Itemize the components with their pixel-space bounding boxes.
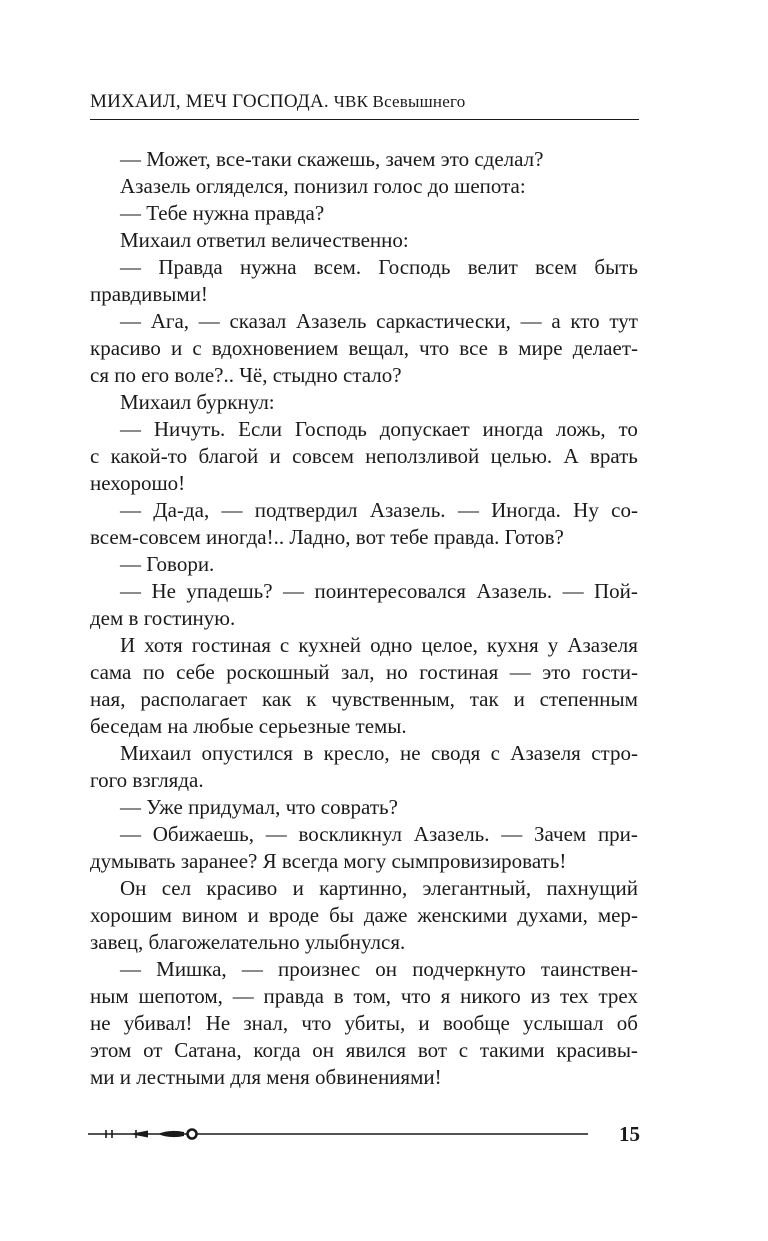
text-line: сама по себе роскошный зал, но гостиная — это гости- xyxy=(90,660,638,684)
text-line: — Обижаешь, — воскликнул Азазель. — Зачем при- xyxy=(120,822,638,846)
text-line: Михаил опустился в кресло, не сводя с Азазеля стро- xyxy=(120,741,638,765)
text-line: с какой-то благой и совсем неползливой целью. А врать xyxy=(90,444,638,468)
text-line: гого взгляда. xyxy=(90,768,204,792)
text-line: правдивыми! xyxy=(90,282,208,306)
page-footer xyxy=(88,1120,640,1148)
text-line: — Тебе нужна правда? xyxy=(120,201,325,225)
text-line: — Мишка, — произнес он подчеркнуто таинствен- xyxy=(120,957,638,981)
text-line: ми и лестными для меня обвинениями! xyxy=(90,1065,442,1089)
ornament-rule-icon xyxy=(88,1124,593,1144)
text-line: завец, благожелательно улыбнулся. xyxy=(90,930,406,954)
text-line: не убивал! Не знал, что убиты, и вообще услышал об xyxy=(90,1011,638,1035)
text-line: — Ага, — сказал Азазель саркастически, — а кто тут xyxy=(120,309,638,333)
text-line: дем в гостиную. xyxy=(90,606,236,630)
text-line: хорошим вином и вроде бы даже женскими духами, мер- xyxy=(90,903,638,927)
running-head xyxy=(90,90,638,114)
header-rule xyxy=(90,119,639,120)
page-number: 15 xyxy=(619,1122,640,1146)
book-title: МИХАИЛ, МЕЧ ГОСПОДА. xyxy=(90,91,329,112)
text-line: ся по его воле?.. Чё, стыдно стало? xyxy=(90,363,402,387)
text-line: — Не упадешь? — поинтересовался Азазель. — Пой- xyxy=(120,579,638,603)
body-text xyxy=(90,146,638,1091)
text-line: Он сел красиво и картинно, элегантный, пахнущий xyxy=(120,876,638,900)
text-line: — Может, все-таки скажешь, зачем это сделал? xyxy=(120,147,544,171)
text-line: этом от Сатана, когда он явился вот с такими красивы- xyxy=(90,1038,638,1062)
series-title: ЧВК Всевышнего xyxy=(333,92,466,111)
text-line: Михаил ответил величественно: xyxy=(120,228,409,252)
text-line: всем-совсем иногда!.. Ладно, вот тебе правда. Готов? xyxy=(90,525,564,549)
text-line: — Правда нужна всем. Господь велит всем быть xyxy=(120,255,638,279)
text-line: — Говори. xyxy=(120,552,215,576)
text-line: беседам на любые серьезные темы. xyxy=(90,714,407,738)
text-line: нехорошо! xyxy=(90,471,186,495)
text-line: красиво и с вдохновением вещал, что все в мире делает- xyxy=(90,336,638,360)
text-line: — Ничуть. Если Господь допускает иногда ложь, то xyxy=(120,417,638,441)
text-line: ным шепотом, — правда в том, что я никого из тех трех xyxy=(90,984,638,1008)
text-line: Михаил буркнул: xyxy=(120,390,275,414)
text-line: — Уже придумал, что соврать? xyxy=(120,795,398,819)
text-line: ная, располагает как к чувственным, так и степенным xyxy=(90,687,638,711)
text-line: думывать заранее? Я всегда могу сымпровизировать! xyxy=(90,849,567,873)
text-line: Азазель огляделся, понизил голос до шепота: xyxy=(120,174,526,198)
text-line: — Да-да, — подтвердил Азазель. — Иногда. Ну со- xyxy=(120,498,638,522)
text-line: И хотя гостиная с кухней одно целое, кухня у Азазеля xyxy=(120,633,638,657)
